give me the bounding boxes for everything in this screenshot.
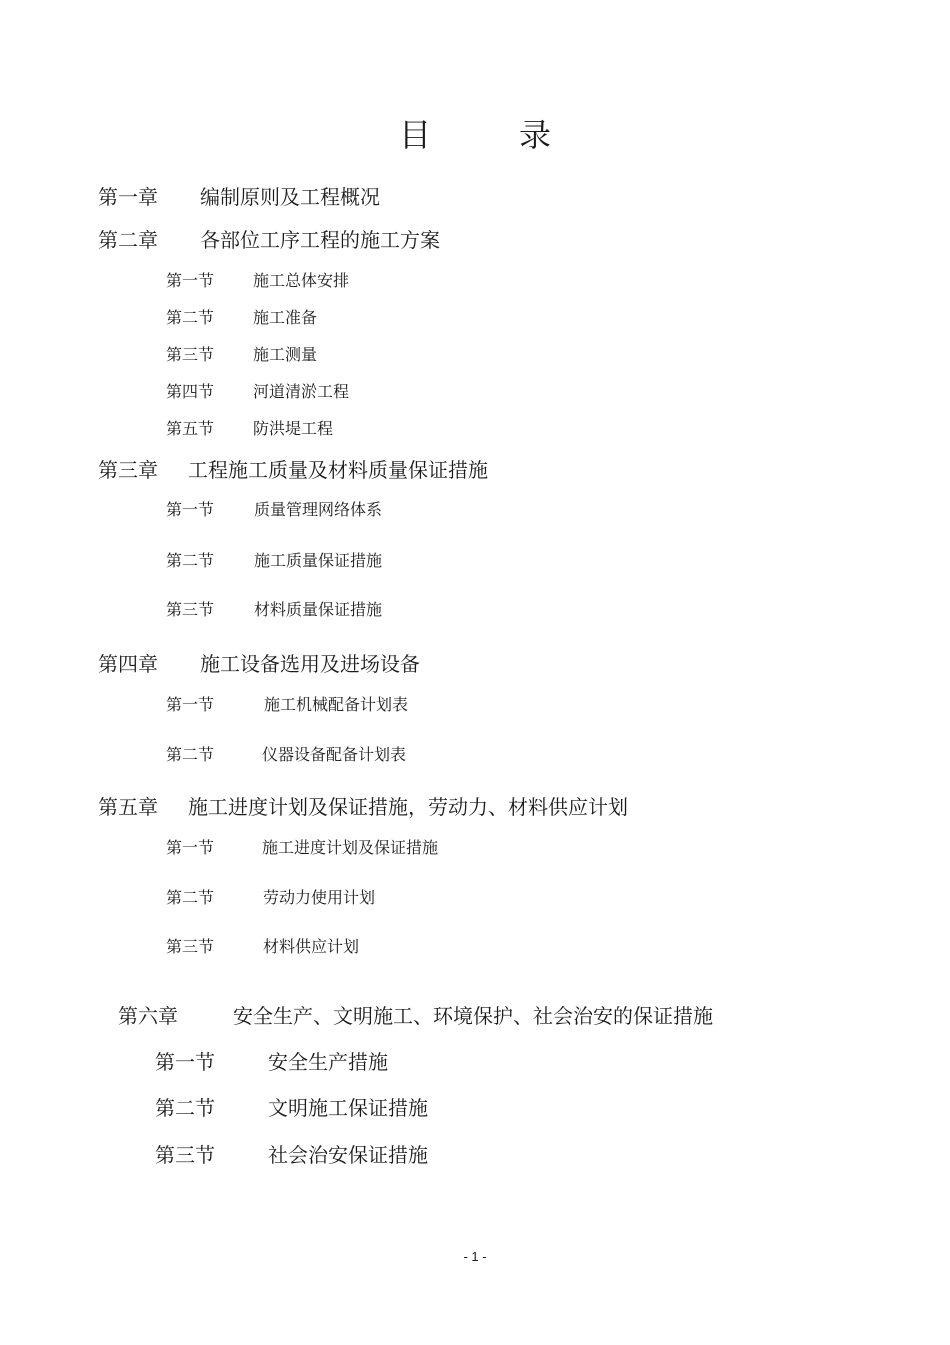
- toc-section-6-2[interactable]: [155, 1092, 428, 1121]
- section-title: 社会治安保证措施: [268, 1143, 428, 1167]
- section-number: 第四节: [166, 382, 215, 401]
- toc-section-3-3[interactable]: [166, 597, 382, 620]
- section-number: 第一节: [166, 271, 215, 290]
- page-number: - 1 -: [463, 1249, 487, 1264]
- section-title: 河道清淤工程: [253, 382, 350, 401]
- section-number: 第三节: [166, 937, 215, 956]
- section-title: 施工总体安排: [253, 271, 350, 290]
- toc-section-2-1[interactable]: [166, 268, 349, 291]
- chapter-title: 施工进度计划及保证措施，劳动力、材料供应计划: [188, 795, 628, 819]
- section-number: 第二节: [166, 308, 215, 327]
- section-number: 第二节: [155, 1096, 215, 1120]
- toc-section-6-1[interactable]: [155, 1046, 388, 1075]
- section-title: 仪器设备配备计划表: [262, 745, 407, 764]
- toc-section-6-3[interactable]: [155, 1139, 428, 1168]
- toc-section-2-2[interactable]: [166, 305, 317, 328]
- toc-section-5-1[interactable]: [166, 835, 438, 858]
- toc-chapter-1[interactable]: [98, 181, 380, 210]
- section-title: 质量管理网络体系: [254, 500, 383, 519]
- chapter-number: 第六章: [118, 1004, 178, 1028]
- section-number: 第一节: [166, 500, 215, 519]
- section-title: 施工质量保证措施: [254, 551, 383, 570]
- chapter-number: 第三章: [98, 458, 158, 482]
- toc-chapter-4[interactable]: [98, 648, 420, 677]
- toc-section-3-1[interactable]: [166, 497, 382, 520]
- section-title: 施工进度计划及保证措施: [262, 838, 439, 857]
- section-number: 第一节: [166, 695, 215, 714]
- section-number: 第一节: [166, 838, 215, 857]
- toc-section-2-3[interactable]: [166, 342, 317, 365]
- section-number: 第五节: [166, 419, 215, 438]
- toc-section-4-1[interactable]: [166, 692, 408, 715]
- toc-chapter-6[interactable]: [118, 1000, 713, 1029]
- section-number: 第二节: [166, 888, 215, 907]
- section-title: 文明施工保证措施: [268, 1096, 428, 1120]
- toc-section-2-4[interactable]: [166, 379, 349, 402]
- section-title: 安全生产措施: [268, 1050, 388, 1074]
- section-number: 第三节: [166, 600, 215, 619]
- page-title: [0, 110, 950, 156]
- section-title: 材料供应计划: [263, 937, 360, 956]
- section-title: 施工准备: [253, 308, 318, 327]
- section-number: 第三节: [166, 345, 215, 364]
- chapter-title: 各部位工序工程的施工方案: [200, 228, 440, 252]
- section-number: 第二节: [166, 745, 215, 764]
- toc-section-5-2[interactable]: [166, 885, 375, 908]
- chapter-title: 安全生产、文明施工、环境保护、社会治安的保证措施: [233, 1004, 713, 1028]
- chapter-number: 第二章: [98, 228, 158, 252]
- title-part-2: 录: [519, 116, 552, 154]
- toc-section-3-2[interactable]: [166, 548, 382, 571]
- chapter-title: 编制原则及工程概况: [200, 185, 380, 209]
- toc-section-5-3[interactable]: [166, 934, 359, 957]
- toc-chapter-3[interactable]: [98, 454, 488, 483]
- chapter-number: 第一章: [98, 185, 158, 209]
- section-title: 材料质量保证措施: [254, 600, 383, 619]
- chapter-number: 第五章: [98, 795, 158, 819]
- chapter-title: 工程施工质量及材料质量保证措施: [188, 458, 488, 482]
- section-title: 施工机械配备计划表: [264, 695, 409, 714]
- toc-section-4-2[interactable]: [166, 742, 406, 765]
- title-part-1: 目: [398, 116, 431, 154]
- chapter-title: 施工设备选用及进场设备: [200, 652, 420, 676]
- section-number: 第二节: [166, 551, 215, 570]
- section-number: 第三节: [155, 1143, 215, 1167]
- section-title: 防洪堤工程: [253, 419, 334, 438]
- toc-section-2-5[interactable]: [166, 416, 333, 439]
- chapter-number: 第四章: [98, 652, 158, 676]
- toc-chapter-5[interactable]: [98, 791, 628, 820]
- toc-chapter-2[interactable]: [98, 224, 440, 253]
- section-number: 第一节: [155, 1050, 215, 1074]
- section-title: 劳动力使用计划: [263, 888, 376, 907]
- section-title: 施工测量: [253, 345, 318, 364]
